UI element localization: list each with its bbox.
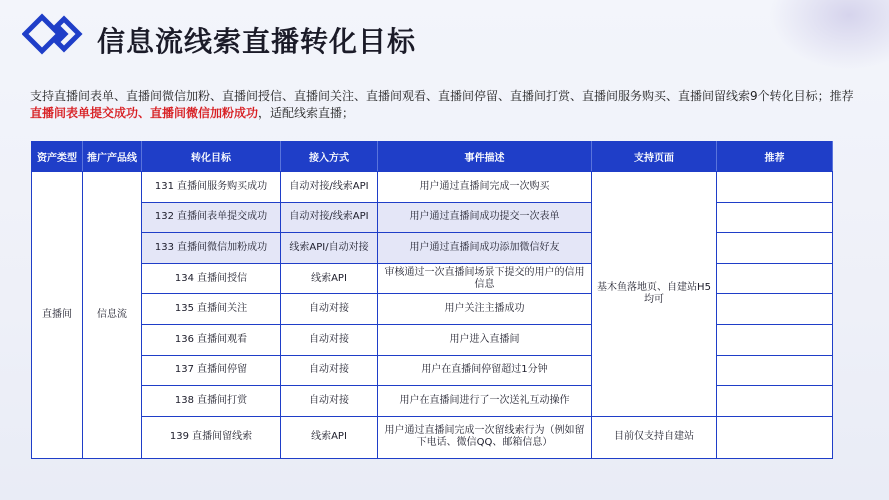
description-highlight: 直播间表单提交成功、直播间微信加粉成功 bbox=[30, 106, 259, 120]
access-cell: 自动对接/线索API bbox=[281, 172, 378, 203]
table-row bbox=[32, 172, 833, 203]
header-event: 事件描述 bbox=[378, 142, 592, 172]
product-line-cell: 信息流 bbox=[83, 172, 142, 459]
access-cell: 自动对接 bbox=[281, 386, 378, 417]
access-cell: 自动对接 bbox=[281, 294, 378, 325]
header-goal: 转化目标 bbox=[142, 142, 281, 172]
event-cell: 用户关注主播成功 bbox=[378, 294, 592, 325]
goal-cell: 133 直播间微信加粉成功 bbox=[142, 233, 281, 264]
goal-cell: 132 直播间表单提交成功 bbox=[142, 202, 281, 233]
recommend-cell bbox=[717, 202, 833, 233]
header-access: 接入方式 bbox=[281, 142, 378, 172]
recommend-cell bbox=[717, 233, 833, 264]
goal-cell: 131 直播间服务购买成功 bbox=[142, 172, 281, 203]
goal-cell: 136 直播间观看 bbox=[142, 324, 281, 355]
recommend-cell bbox=[717, 294, 833, 325]
access-cell: 线索API/自动对接 bbox=[281, 233, 378, 264]
goal-cell: 138 直播间打赏 bbox=[142, 386, 281, 417]
goal-cell: 139 直播间留线索 bbox=[142, 416, 281, 458]
table-header-row bbox=[32, 142, 833, 172]
double-diamond-logo-icon bbox=[22, 13, 86, 57]
recommend-cell bbox=[717, 172, 833, 203]
access-cell: 自动对接 bbox=[281, 324, 378, 355]
event-cell: 审核通过一次直播间场景下提交的用户的信用信息 bbox=[378, 263, 592, 294]
event-cell: 用户通过直播间成功提交一次表单 bbox=[378, 202, 592, 233]
recommend-cell bbox=[717, 416, 833, 458]
decorative-background-blob bbox=[769, 0, 889, 70]
table-row bbox=[32, 416, 833, 458]
access-cell: 线索API bbox=[281, 416, 378, 458]
asset-type-cell: 直播间 bbox=[32, 172, 83, 459]
page-title: 信息流线索直播转化目标 bbox=[97, 25, 417, 58]
event-cell: 用户通过直播间成功添加微信好友 bbox=[378, 233, 592, 264]
description-suffix: ，适配线索直播； bbox=[258, 106, 355, 120]
header-pages: 支持页面 bbox=[592, 142, 717, 172]
recommend-cell bbox=[717, 263, 833, 294]
pages-cell: 基木鱼落地页、自建站H5均可 bbox=[592, 172, 717, 417]
goal-cell: 134 直播间授信 bbox=[142, 263, 281, 294]
pages-cell-last: 目前仅支持自建站 bbox=[592, 416, 717, 458]
event-cell: 用户进入直播间 bbox=[378, 324, 592, 355]
event-cell: 用户通过直播间完成一次留线索行为（例如留下电话、微信QQ、邮箱信息） bbox=[378, 416, 592, 458]
goal-cell: 137 直播间停留 bbox=[142, 355, 281, 386]
header-product-line: 推广产品线 bbox=[83, 142, 142, 172]
conversion-goals-table bbox=[31, 141, 833, 459]
header-asset-type: 资产类型 bbox=[32, 142, 83, 172]
description-text: 支持直播间表单、直播间微信加粉、直播间授信、直播间关注、直播间观看、直播间停留、直播间打赏、直播间服务购买、直播间留线索9个转化目标；推荐 bbox=[30, 89, 854, 103]
recommend-cell bbox=[717, 324, 833, 355]
event-cell: 用户在直播间停留超过1分钟 bbox=[378, 355, 592, 386]
recommend-cell bbox=[717, 386, 833, 417]
description-paragraph bbox=[30, 88, 856, 122]
access-cell: 线索API bbox=[281, 263, 378, 294]
header-recommend: 推荐 bbox=[717, 142, 833, 172]
goal-cell: 135 直播间关注 bbox=[142, 294, 281, 325]
access-cell: 自动对接 bbox=[281, 355, 378, 386]
event-cell: 用户在直播间进行了一次送礼互动操作 bbox=[378, 386, 592, 417]
access-cell: 自动对接/线索API bbox=[281, 202, 378, 233]
recommend-cell bbox=[717, 355, 833, 386]
event-cell: 用户通过直播间完成一次购买 bbox=[378, 172, 592, 203]
